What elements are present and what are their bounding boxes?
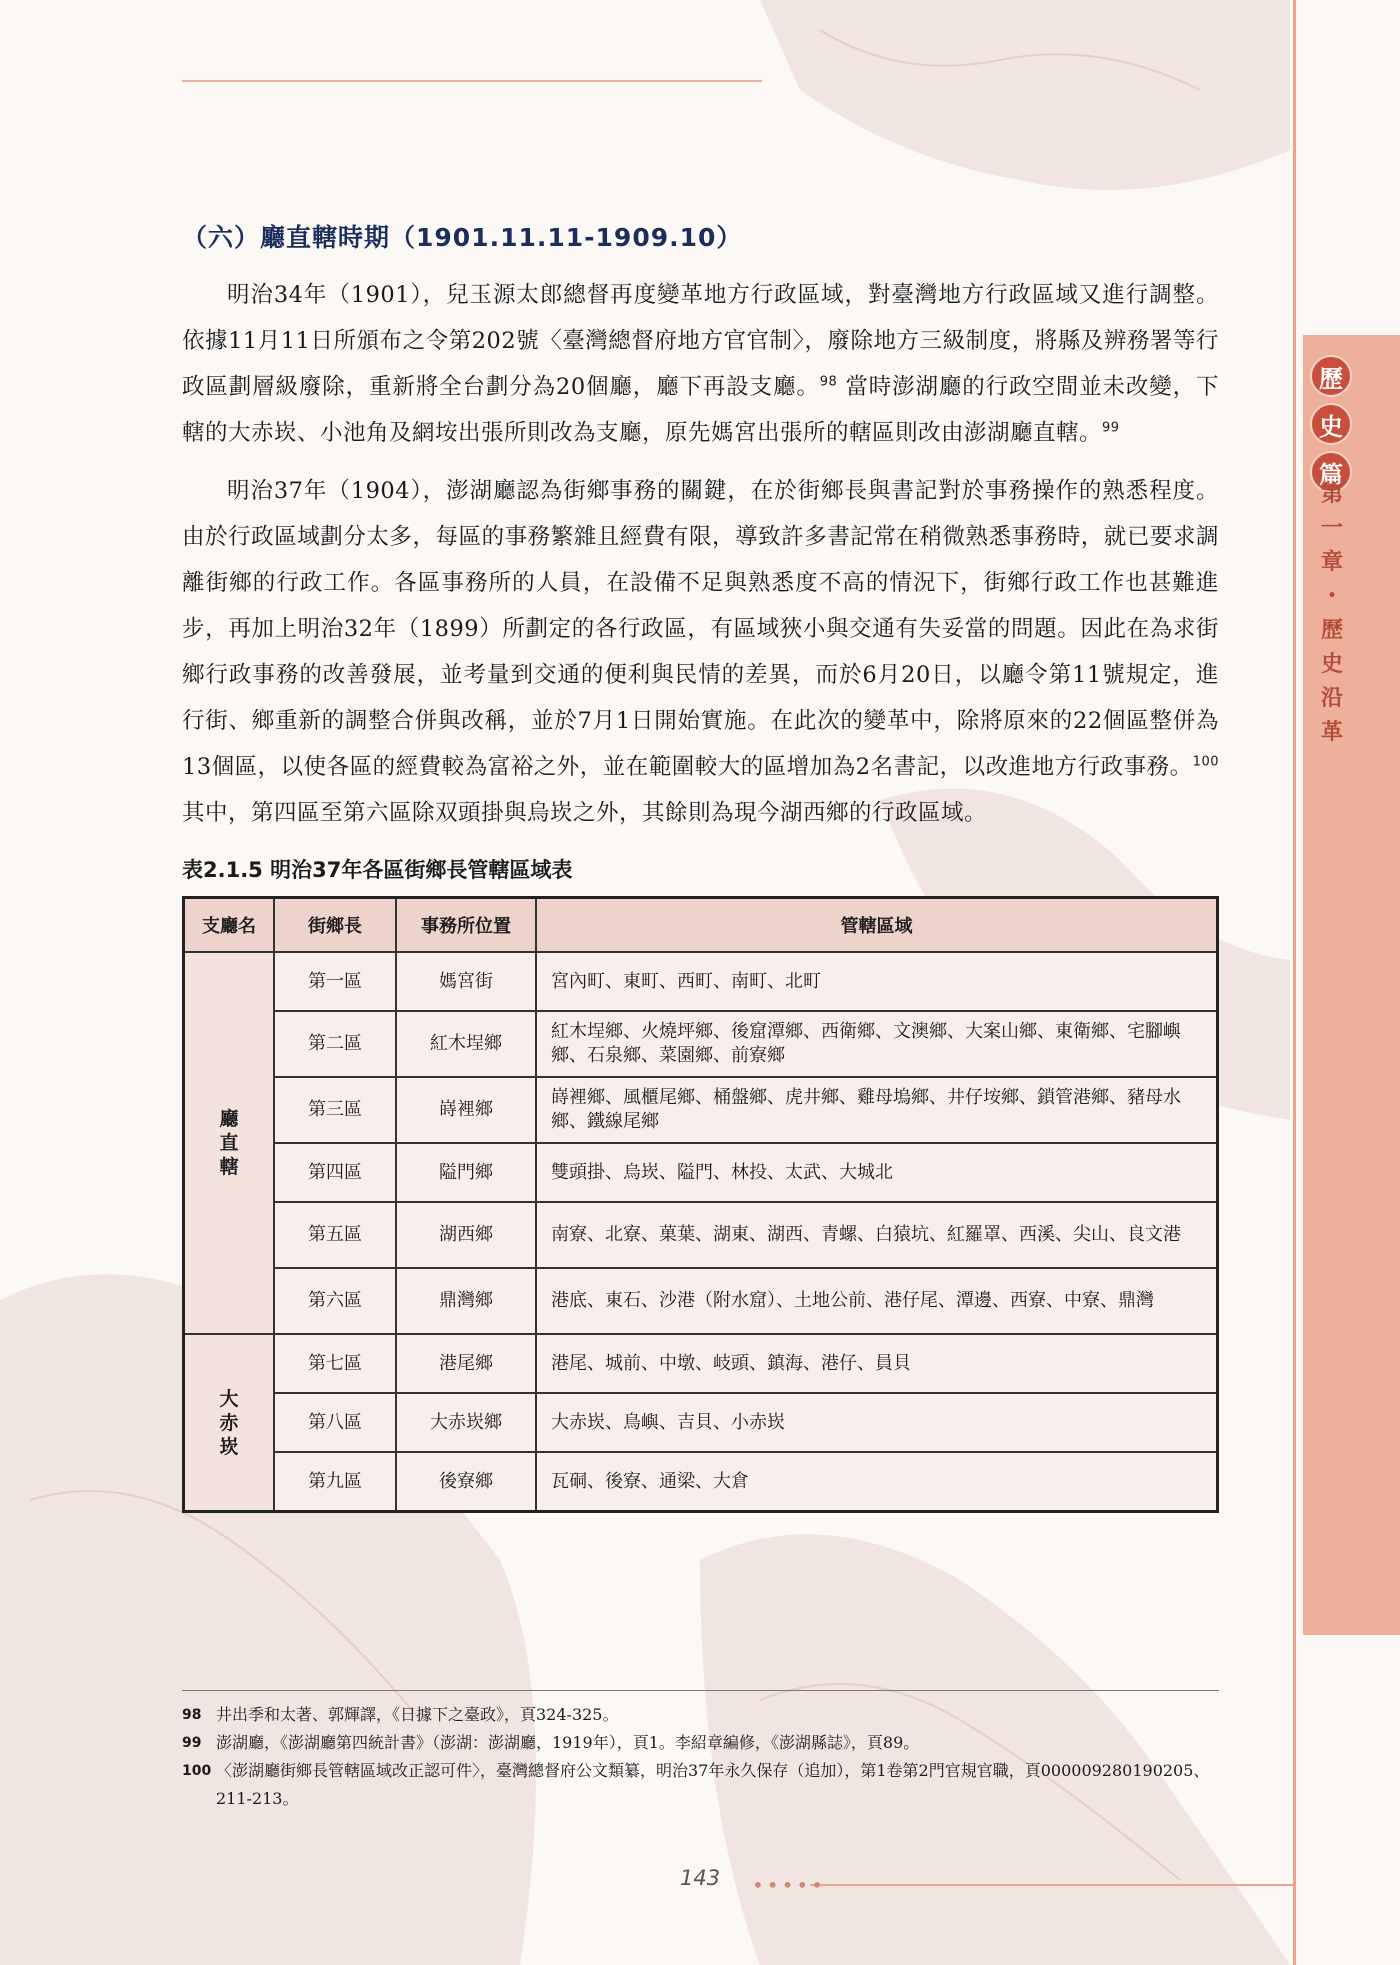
district-cell: 第八區 <box>274 1393 396 1452</box>
footnote <box>182 1701 1219 1729</box>
group-char: 轄 <box>219 1156 239 1178</box>
office-cell: 湖西鄉 <box>396 1202 536 1268</box>
area-cell: 紅木埕鄉、火燒坪鄉、後窟潭鄉、西衛鄉、文澳鄉、大案山鄉、東衛鄉、宅腳嶼鄉、石泉鄉、菜園鄉、前寮鄉 <box>536 1011 1218 1077</box>
paragraph-text: 明治34年（1901），兒玉源太郎總督再度變革地方行政區域，對臺灣地方行政區域又進行調整。依據11月11日所頒布之令第202號〈臺灣總督府地方官官制〉，廢除地方三級制度，將縣及辨務署等行政區劃層級廢除，重新將全台劃分為20個廳，廳下再設支廳。 <box>182 282 1219 400</box>
table-row <box>184 952 1218 1011</box>
header-cell: 事務所位置 <box>396 898 536 953</box>
part-badge: 史 <box>1310 403 1352 445</box>
area-cell: 嵵裡鄉、風櫃尾鄉、桶盤鄉、虎井鄉、雞母塢鄉、井仔垵鄉、鎖管港鄉、豬母水鄉、鐵線尾鄉 <box>536 1077 1218 1143</box>
header-cell: 街鄉長 <box>274 898 396 953</box>
page-dots: ••••• <box>752 1873 826 1897</box>
footnote <box>182 1757 1219 1813</box>
page-number: 143 <box>680 1866 721 1890</box>
office-cell: 大赤崁鄉 <box>396 1393 536 1452</box>
district-cell: 第六區 <box>274 1268 396 1334</box>
area-cell: 南寮、北寮、菓葉、湖東、湖西、青螺、白猿坑、紅羅罩、西溪、尖山、良文港 <box>536 1202 1218 1268</box>
paragraph-1 <box>182 272 1219 456</box>
header-cell: 支廳名 <box>184 898 275 953</box>
chapter-label <box>1316 478 1348 750</box>
district-cell: 第五區 <box>274 1202 396 1268</box>
district-cell: 第四區 <box>274 1143 396 1202</box>
table-row <box>184 1143 1218 1202</box>
main-content <box>182 218 1219 1513</box>
chapter-char: 歷 <box>1320 618 1343 643</box>
paragraph-2 <box>182 468 1219 836</box>
paragraph-text: 明治37年（1904），澎湖廳認為街鄉事務的關鍵，在於街鄉長與書記對於事務操作的熟悉程度。由於行政區域劃分太多，每區的事務繁雜且經費有限，導致許多書記常在稍微熟悉事務時，就已要求調離街鄉的行政工作。各區事務所的人員，在設備不足與熟悉度不高的情況下，街鄉行政工作也甚難進步，再加上明治32年（1899）所劃定的各行政區，有區域狹小與交通有失妥當的問題。因此在為求街鄉行政事務的改善發展，並考量到交通的便利與民情的差異，而於6月20日，以廳令第11號規定，進行街、鄉重新的調整合併與改稱，並於7月1日開始實施。在此次的變革中，除將原來的22個區整併為13個區，以使各區的經費較為富裕之外，並在範圍較大的區增加為2名書記，以改進地方行政事務。 <box>182 478 1219 780</box>
office-cell: 隘門鄉 <box>396 1143 536 1202</box>
footnote-ref[interactable]: 99 <box>1102 420 1120 436</box>
footnote-number: 98 <box>182 1707 202 1723</box>
district-cell: 第二區 <box>274 1011 396 1077</box>
table-row <box>184 1334 1218 1393</box>
table-row <box>184 1077 1218 1143</box>
area-cell: 宮內町、東町、西町、南町、北町 <box>536 952 1218 1011</box>
group-char: 赤 <box>219 1411 239 1434</box>
paragraph-text: 當時澎湖廳的行政空間並未改變，下轄的大赤崁、小池角及網垵出張所則改為支廳，原先媽宮出張所的轄區則改由澎湖廳直轄。 <box>182 374 1219 446</box>
district-cell: 第一區 <box>274 952 396 1011</box>
office-cell: 嵵裡鄉 <box>396 1077 536 1143</box>
district-table <box>182 896 1219 1513</box>
group-char: 崁 <box>219 1435 239 1458</box>
area-cell: 大赤崁、鳥嶼、吉貝、小赤崁 <box>536 1393 1218 1452</box>
group-cell <box>184 952 275 1334</box>
chapter-char: 第 <box>1320 482 1343 507</box>
group-cell <box>184 1334 275 1512</box>
chapter-char: 史 <box>1320 652 1343 677</box>
office-cell: 媽宮街 <box>396 952 536 1011</box>
area-cell: 港底、東石、沙港（附水窟）、土地公前、港仔尾、潭邊、西寮、中寮、鼎灣 <box>536 1268 1218 1334</box>
table-row <box>184 1452 1218 1512</box>
part-badge: 篇 <box>1310 451 1352 493</box>
footnote-number: 100 <box>182 1763 212 1779</box>
footnote-text: 澎湖廳，《澎湖廳第四統計書》（澎湖：澎湖廳，1919年），頁1。李紹章編修，《澎湖縣誌》，頁89。 <box>216 1733 920 1752</box>
footer-rule <box>810 1884 1293 1886</box>
district-cell: 第九區 <box>274 1452 396 1512</box>
group-char: 直 <box>219 1132 239 1154</box>
table-caption: 表2.1.5 明治37年各區街鄉長管轄區域表 <box>182 858 573 882</box>
section-title: （六）廳直轄時期（1901.11.11-1909.10） <box>182 223 743 252</box>
footnote <box>182 1729 1219 1757</box>
table-row <box>184 1011 1218 1077</box>
group-char: 廳 <box>219 1108 239 1130</box>
footnotes <box>182 1690 1219 1813</box>
table-row <box>184 1393 1218 1452</box>
table-header-row <box>184 898 1218 953</box>
chapter-char: 革 <box>1320 720 1343 745</box>
group-char: 大 <box>219 1387 239 1410</box>
office-cell: 紅木埕鄉 <box>396 1011 536 1077</box>
chapter-char: ・ <box>1320 584 1343 609</box>
district-cell: 第七區 <box>274 1334 396 1393</box>
paragraph-text: 其中，第四區至第六區除双頭掛與烏崁之外，其餘則為現今湖西鄉的行政區域。 <box>182 800 988 826</box>
chapter-char: 一 <box>1320 516 1343 541</box>
table-row <box>184 1268 1218 1334</box>
footnote-text: 井出季和太著、郭輝譯，《日據下之臺政》，頁324-325。 <box>216 1705 619 1724</box>
header-rule <box>182 80 762 82</box>
chapter-char: 章 <box>1320 550 1343 575</box>
table-row <box>184 1202 1218 1268</box>
footnote-text: 〈澎湖廳街鄉長管轄區域改正認可件〉，臺灣總督府公文類纂，明治37年永久保存（追加），第1卷第2門官規官職，頁000009280190205、211-213。 <box>216 1761 1210 1808</box>
side-accent-line <box>1293 0 1296 1965</box>
footnote-number: 99 <box>182 1735 202 1751</box>
office-cell: 後寮鄉 <box>396 1452 536 1512</box>
office-cell: 港尾鄉 <box>396 1334 536 1393</box>
footnote-ref[interactable]: 100 <box>1192 754 1219 770</box>
office-cell: 鼎灣鄉 <box>396 1268 536 1334</box>
district-cell: 第三區 <box>274 1077 396 1143</box>
area-cell: 瓦硐、後寮、通梁、大倉 <box>536 1452 1218 1512</box>
chapter-char: 沿 <box>1320 686 1343 711</box>
header-cell: 管轄區域 <box>536 898 1218 953</box>
area-cell: 港尾、城前、中墩、岐頭、鎮海、港仔、員貝 <box>536 1334 1218 1393</box>
area-cell: 雙頭掛、烏崁、隘門、林投、太武、大城北 <box>536 1143 1218 1202</box>
part-badge: 歷 <box>1310 355 1352 397</box>
footnote-ref[interactable]: 98 <box>819 374 838 390</box>
